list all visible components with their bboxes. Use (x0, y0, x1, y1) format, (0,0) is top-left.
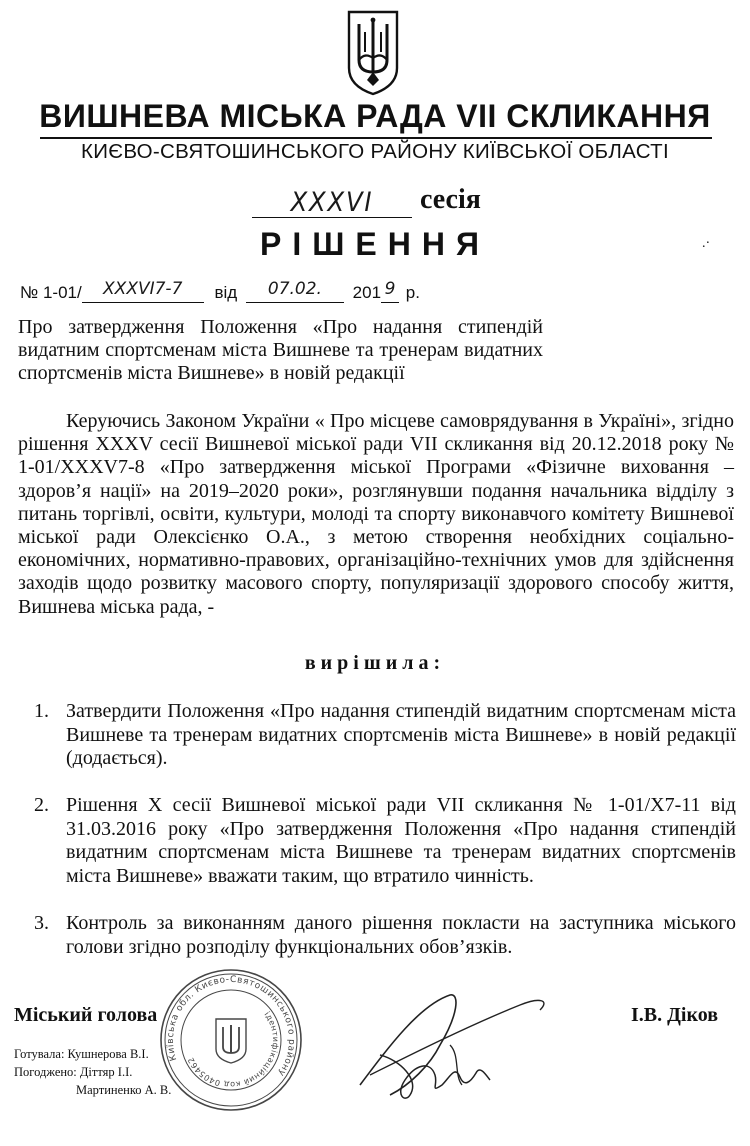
stamp-trident-icon (216, 1019, 246, 1063)
item-text: Затвердити Положення «Про надання стипендій видатним спортсменам міста Вишневе та тренерам видатних спортсменів міста Вишневе» в новій редакції (додається). (66, 700, 736, 769)
date-handwritten: 07.02. (267, 279, 322, 299)
official-stamp-icon (156, 965, 306, 1115)
date-field (246, 279, 344, 303)
coat-of-arms-icon (345, 8, 401, 96)
preamble-paragraph: Керуючись Законом України « Про місцеве самоврядування в Україні», згідно рішення XXXV сесії Вишневої міської ради VII скликання від 20.12.2018 року № 1-01/XXXV7-8 «Про затвердження міської Програми «Фізичне виховання – здоров’я нації» на 2019–2020 роки», розглянувши подання начальника відділу з питань торгівлі, освіти, культури, молоді та спорту виконавчого комітету Вишневої міської ради Олексієнко О.А., з метою створення необхідних соціально-економічних, нормативно-правових, організаційно-технічних умов для здійснення заходів щодо розвитку масового спорту, популяризації здорового способу життя, Вишнева міська рада, - (18, 410, 734, 618)
stray-mark: .· (702, 236, 711, 251)
prepared-by: Готувала: Кушнерова В.І. (14, 1047, 149, 1061)
council-name: ВИШНЕВА МІСЬКА РАДА VII СКЛИКАННЯ (39, 98, 711, 134)
document-title: РІШЕННЯ (260, 226, 490, 262)
approved-by-2: Мартиненко А. В. (76, 1083, 172, 1097)
item-number: 1. (34, 700, 49, 722)
item-number: 3. (34, 912, 49, 934)
year-handwritten: 9 (384, 279, 396, 299)
decision-subject: Про затвердження Положення «Про надання стипендій видатним спортсменам міста Вишневе та тренерам видатних спортсменів міста Вишневе» в новій редакції (18, 316, 543, 384)
approved-by: Погоджено: Діттяр І.І. (14, 1065, 133, 1079)
number-handwritten: XXXVI7-7 (103, 279, 183, 299)
stamp-inner-text: ідентифікаційний код 04054628 (186, 1010, 281, 1090)
item-number: 2. (34, 794, 49, 816)
header-divider (40, 137, 712, 139)
item-text: Контроль за виконанням даного рішення покласти на заступника міського голови згідно розподілу функціональних обов’язків. (66, 912, 736, 958)
district-name: КИЄВО-СВЯТОШИНСЬКОГО РАЙОНУ КИЇВСЬКОЇ ОБЛАСТІ (81, 140, 669, 163)
year-suffix: р. (405, 283, 420, 302)
year-prefix: 201 (352, 283, 382, 302)
list-item (34, 700, 736, 771)
item-text: Рішення X сесії Вишневої міської ради VII скликання № 1-01/X7-11 від 31.03.2016 року «Про затвердження Положення «Про надання стипендій видатним спортсменам міста Вишневе та тренерам видатних спортсменів міста Вишневе» вважати таким, що втратило чинність. (66, 794, 736, 887)
year-field (381, 279, 399, 303)
mayor-signature (350, 985, 570, 1105)
list-item (34, 912, 736, 959)
number-field (82, 279, 204, 303)
session-number-handwritten: XXXVI (290, 187, 374, 218)
mayor-name: І.В. Діков (631, 1004, 719, 1026)
date-prefix: від (214, 283, 238, 302)
stamp-outer-text: Київська обл. Києво-Святошинського району (165, 974, 297, 1078)
mayor-label: Міський голова (14, 1004, 158, 1026)
session-label: сесія (420, 184, 481, 215)
session-number-field (252, 187, 412, 218)
list-item (34, 794, 736, 888)
decision-number-line (20, 279, 420, 303)
number-prefix: № 1-01/ (20, 283, 82, 302)
decided-heading: вирішила: (304, 652, 446, 674)
